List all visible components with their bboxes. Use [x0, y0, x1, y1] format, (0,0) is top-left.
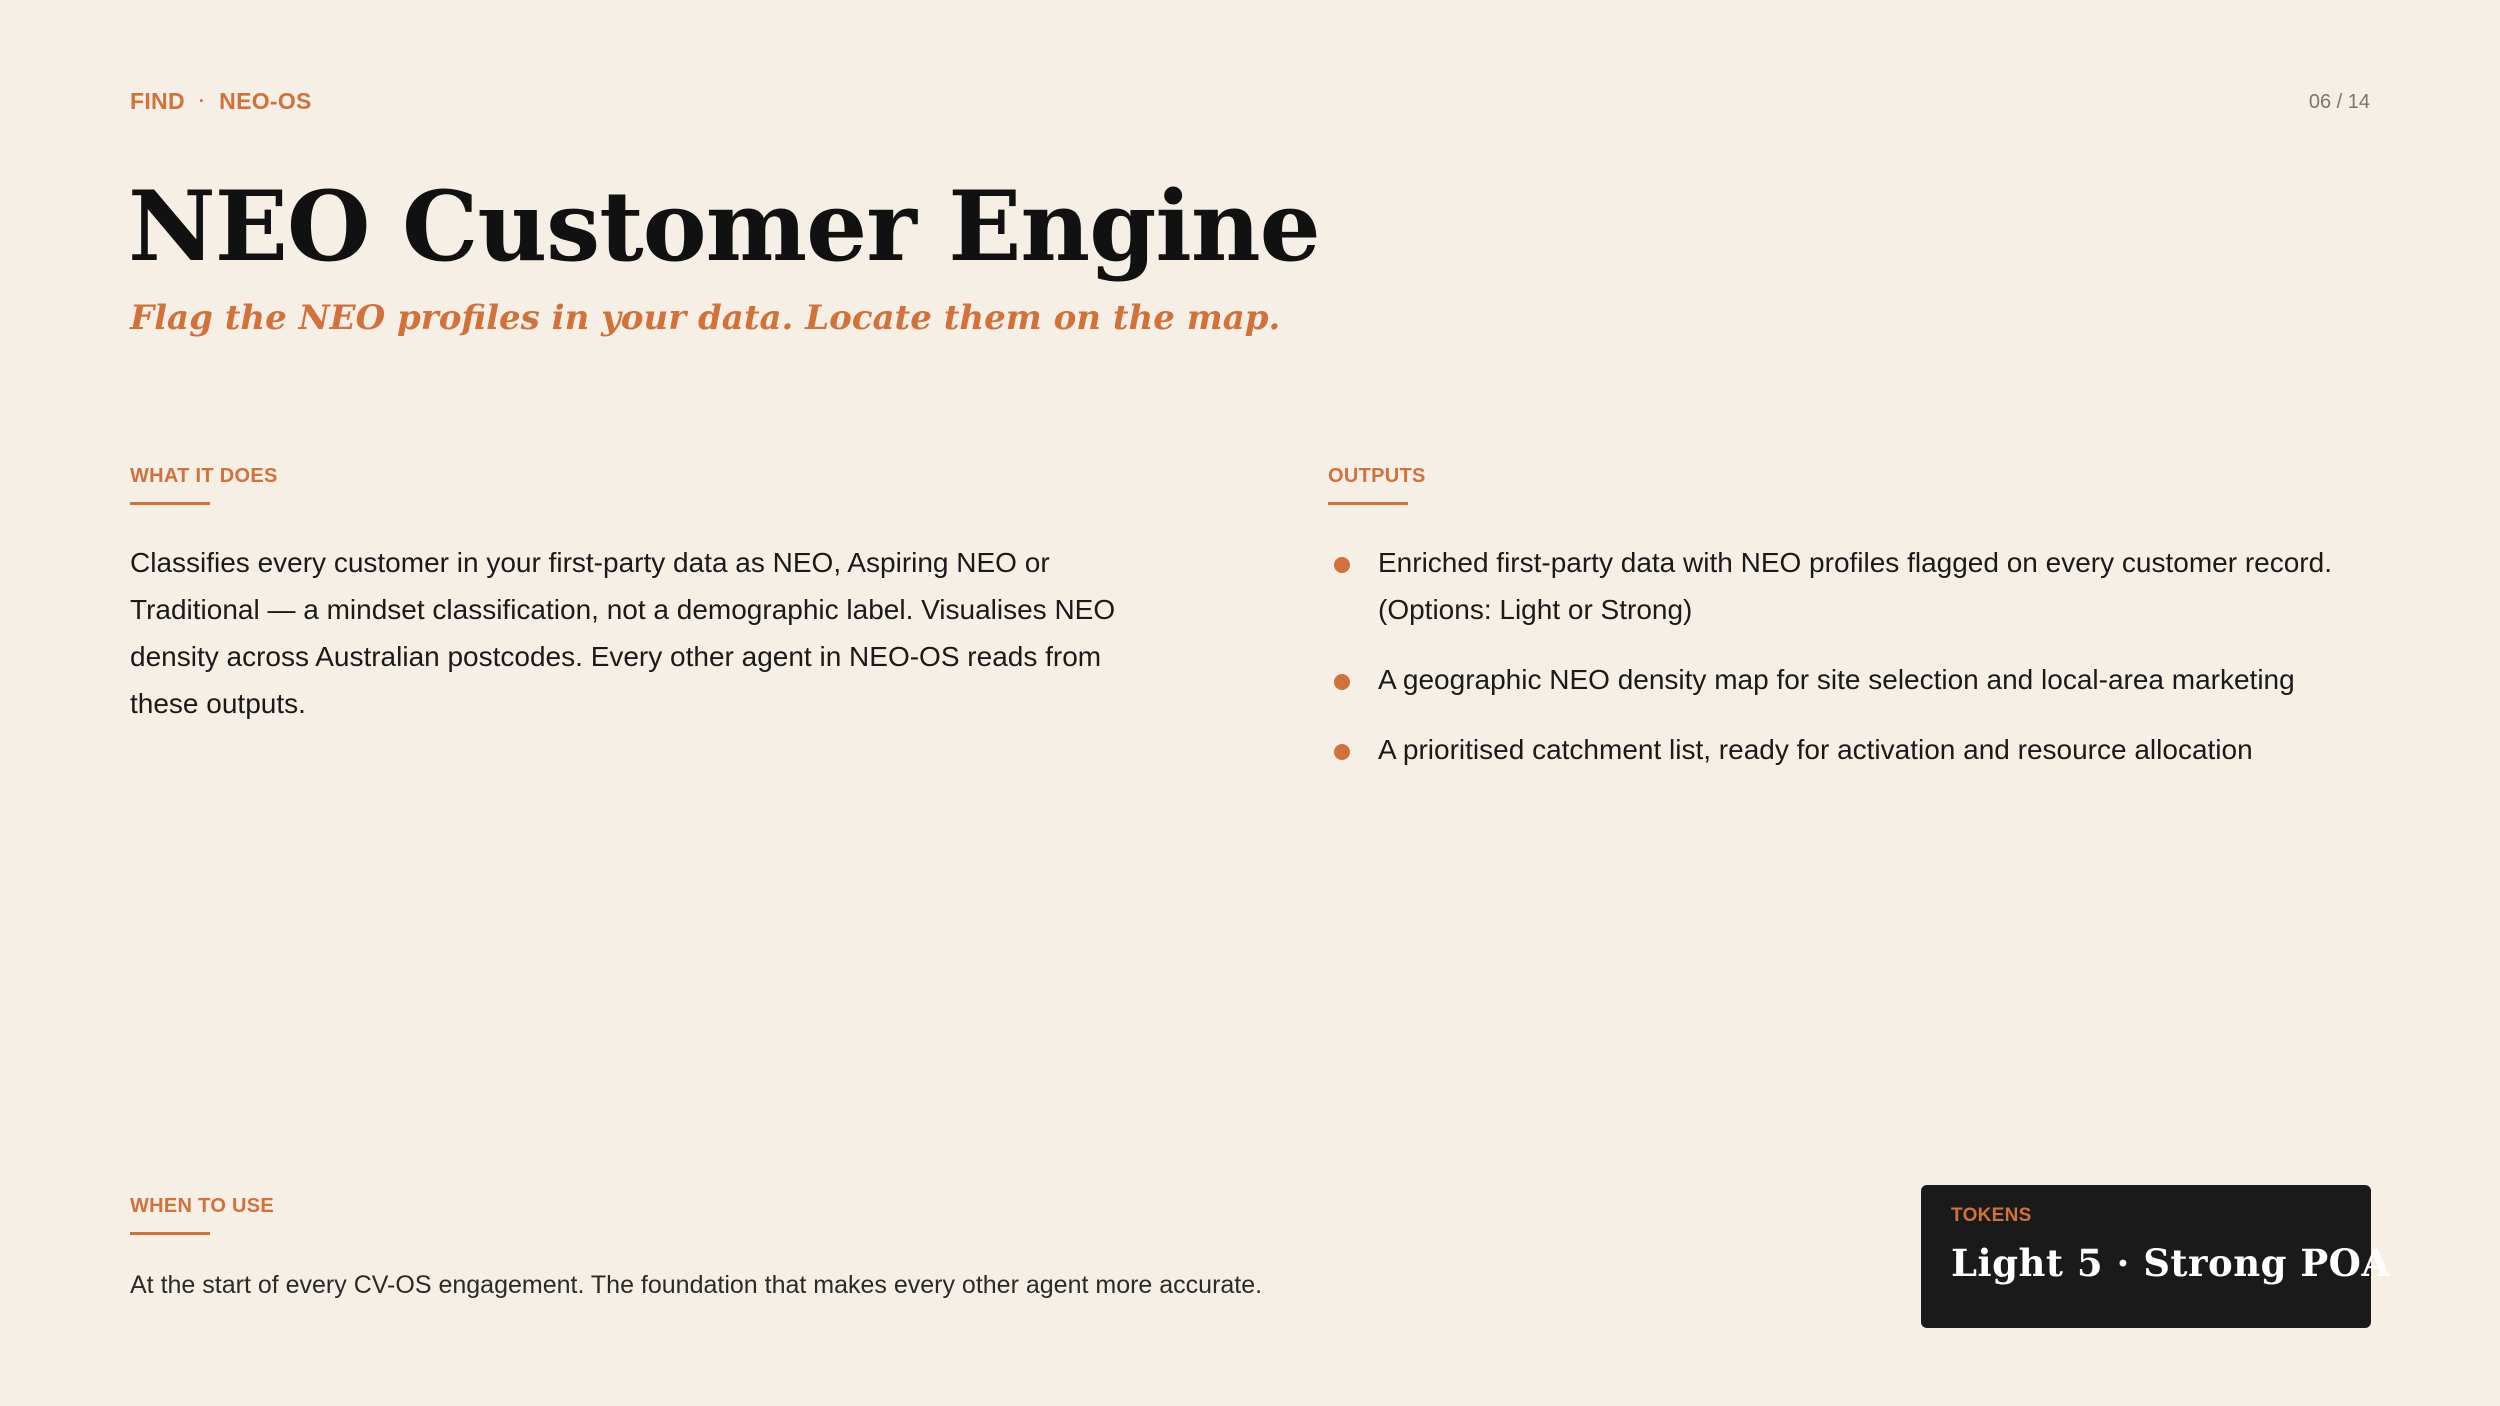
- output-item-text: A prioritised catchment list, ready for activation and resource allocation: [1378, 734, 2253, 765]
- breadcrumb-item-find: FIND: [130, 88, 185, 114]
- breadcrumb: [130, 88, 312, 115]
- outputs-list: [1328, 539, 2378, 773]
- section-underline: [130, 502, 210, 505]
- outputs-section: [1328, 465, 2378, 796]
- tokens-card: [1921, 1185, 2391, 1328]
- output-item: [1328, 539, 2378, 633]
- output-item: [1328, 726, 2378, 773]
- section-label-what-it-does: WHAT IT DOES: [130, 465, 278, 487]
- breadcrumb-separator: ·: [198, 91, 206, 111]
- output-item-text: A geographic NEO density map for site selection and local-area marketing: [1378, 664, 2295, 695]
- bullet-dot-icon: [1334, 674, 1350, 690]
- breadcrumb-item-neo-os: NEO-OS: [219, 88, 312, 114]
- section-label-when-to-use: WHEN TO USE: [130, 1195, 275, 1217]
- page-title: NEO Customer Engine: [128, 170, 1320, 283]
- what-it-does-text: Classifies every customer in your first-party data as NEO, Aspiring NEO or Traditional — a mindset classification, not a demographic label. Visualises NEO density across Australian postcodes. Every other agent in NEO-OS reads from these outputs.: [130, 547, 1116, 719]
- bullet-dot-icon: [1334, 744, 1350, 760]
- bullet-dot-icon: [1334, 557, 1350, 573]
- output-item: [1328, 656, 2378, 703]
- section-underline: [1328, 502, 1408, 505]
- section-label-outputs: OUTPUTS: [1328, 465, 1426, 487]
- tokens-label: TOKENS: [1951, 1205, 2032, 1226]
- page-subtitle: Flag the NEO profiles in your data. Locate them on the map.: [130, 298, 1281, 338]
- tokens-value: Light 5 · Strong POA: [1951, 1241, 2391, 1285]
- output-item-text: Enriched first-party data with NEO profiles flagged on every customer record. (Options: Light or Strong): [1378, 547, 2332, 625]
- what-it-does-section: [130, 465, 1150, 727]
- page-counter: 06 / 14: [2308, 91, 2370, 113]
- section-underline: [130, 1232, 210, 1235]
- when-to-use-section: [130, 1195, 1430, 1300]
- when-to-use-text: At the start of every CV-OS engagement. The foundation that makes every other agent more accurate.: [130, 1271, 1263, 1299]
